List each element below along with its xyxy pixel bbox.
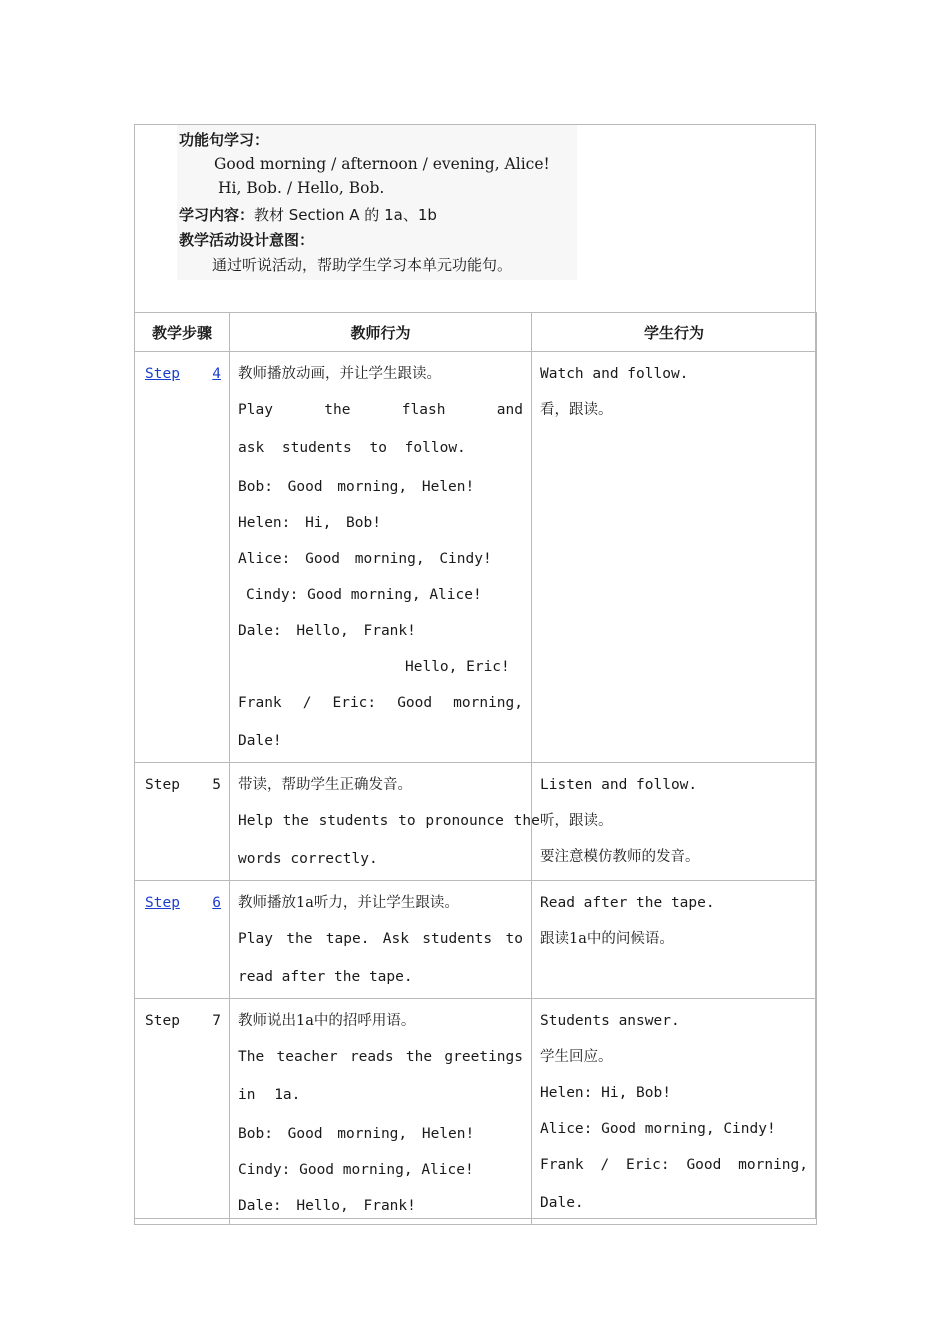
teacher-line: Bob: Good morning, Helen! <box>238 479 475 495</box>
student-cell <box>532 999 817 1225</box>
teacher-line: 教师播放1a听力，并让学生跟读。 <box>238 895 459 911</box>
header-row <box>135 313 817 352</box>
step-cell <box>135 763 230 881</box>
step-word-link[interactable]: Step <box>145 895 180 911</box>
teacher-line: Dale! <box>238 733 282 749</box>
step-cell <box>135 999 230 1225</box>
student-cell <box>532 763 817 881</box>
teacher-line: Play the tape. Ask students to <box>238 931 523 947</box>
teacher-line: Cindy: Good morning, Alice! <box>238 1162 474 1178</box>
teacher-line: Dale: Hello, Frank! <box>238 623 416 639</box>
step-label <box>135 763 229 803</box>
step-number-link[interactable]: 4 <box>212 366 221 382</box>
functional-sentence-2: Hi, Bob. / Hello, Bob. <box>218 179 385 197</box>
student-line: Frank / Eric: Good morning, <box>540 1157 808 1173</box>
student-line: Alice: Good morning, Cindy! <box>540 1121 776 1137</box>
student-line: Watch and follow. <box>540 366 689 382</box>
step-label[interactable] <box>135 352 229 392</box>
steps-table <box>134 312 817 1225</box>
header-student: 学生行为 <box>532 313 817 352</box>
learning-content-text: 教材 Section A 的 1a、1b <box>254 206 437 224</box>
functional-sentences-heading: 功能句学习： <box>179 131 270 149</box>
teacher-line: 带读，帮助学生正确发音。 <box>238 777 412 793</box>
table-row <box>135 352 817 763</box>
teacher-line: ask students to follow. <box>238 440 466 456</box>
teacher-line: words correctly. <box>238 851 378 867</box>
learning-content-label: 学习内容： <box>179 206 255 224</box>
step-word: Step <box>145 777 180 793</box>
design-intent-text: 通过听说活动，帮助学生学习本单元功能句。 <box>212 256 513 274</box>
teacher-line: read after the tape. <box>238 969 413 985</box>
step-number: 5 <box>212 777 221 793</box>
student-line: 要注意模仿教师的发音。 <box>540 849 700 865</box>
student-line: Helen: Hi, Bob! <box>540 1085 671 1101</box>
student-line: 看，跟读。 <box>540 402 613 418</box>
teacher-line: 教师播放动画，并让学生跟读。 <box>238 366 441 382</box>
teacher-line: Helen: Hi, Bob! <box>238 515 381 531</box>
teacher-line: Dale: Hello, Frank! <box>238 1198 416 1214</box>
teacher-line: Hello, Eric! <box>405 659 510 675</box>
teacher-cell <box>230 881 532 999</box>
teacher-cell <box>230 999 532 1225</box>
student-cell <box>532 881 817 999</box>
table-row <box>135 763 817 881</box>
step-number-link[interactable]: 6 <box>212 895 221 911</box>
step-cell <box>135 881 230 999</box>
header-teacher: 教师行为 <box>230 313 532 352</box>
student-line: 学生回应。 <box>540 1049 613 1065</box>
student-line: Read after the tape. <box>540 895 715 911</box>
teacher-cell <box>230 763 540 881</box>
learning-content <box>179 204 437 225</box>
step-number: 7 <box>212 1013 221 1029</box>
table-row <box>135 999 817 1225</box>
teacher-line: Frank / Eric: Good morning, <box>238 695 523 711</box>
step-cell <box>135 352 230 763</box>
student-line: Dale. <box>540 1195 584 1211</box>
student-line: Students answer. <box>540 1013 680 1029</box>
teacher-line: Help the students to pronounce the <box>238 813 540 829</box>
intro-image <box>177 125 577 280</box>
step-word-link[interactable]: Step <box>145 366 180 382</box>
teacher-line: Bob: Good morning, Helen! <box>238 1126 475 1142</box>
teacher-line: Alice: Good morning, Cindy! <box>238 551 492 567</box>
header-step: 教学步骤 <box>135 313 230 352</box>
student-line: 听，跟读。 <box>540 813 613 829</box>
step-label[interactable] <box>135 881 229 921</box>
table-row <box>135 881 817 999</box>
design-intent-heading: 教学活动设计意图： <box>179 231 315 249</box>
teacher-cell <box>230 352 532 763</box>
functional-sentence-1: Good morning / afternoon / evening, Alice! <box>214 155 550 173</box>
student-line: Listen and follow. <box>540 777 698 793</box>
teacher-line: in 1a. <box>238 1087 301 1103</box>
teacher-line: 教师说出1a中的招呼用语。 <box>238 1013 416 1029</box>
student-line: 跟读1a中的问候语。 <box>540 931 674 947</box>
step-word: Step <box>145 1013 180 1029</box>
teacher-line: The teacher reads the greetings <box>238 1049 523 1065</box>
student-cell <box>532 352 817 763</box>
teacher-line: Cindy: Good morning, Alice! <box>246 587 482 603</box>
teacher-line: Play the flash and <box>238 402 523 418</box>
step-label <box>135 999 229 1039</box>
